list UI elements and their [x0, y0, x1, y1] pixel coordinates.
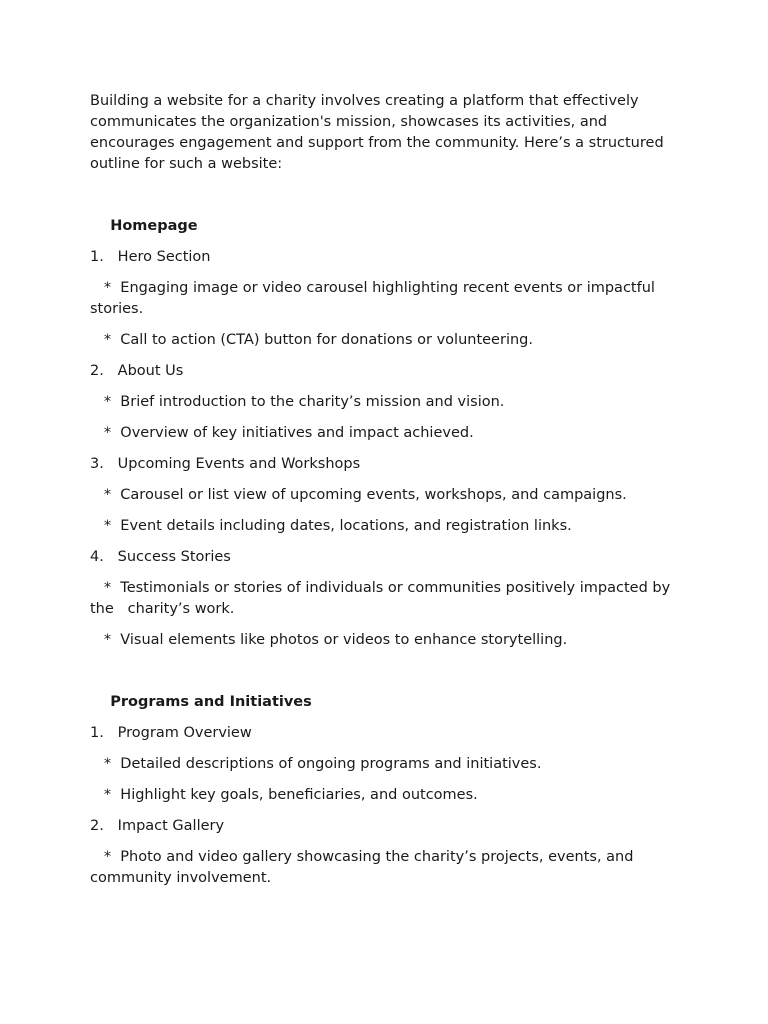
section-heading: Programs and Initiatives: [90, 694, 312, 710]
list-item: 2. Impact Gallery: [90, 818, 225, 834]
intro-paragraph: Building a website for a charity involves creating a platform that effectively communicates the organization's mission, showcases its activities, and encourages engagement and support from the community. Here’s a structured outline for such a website:: [90, 93, 669, 172]
list-item: * Overview of key initiatives and impact achieved.: [90, 425, 474, 441]
list-item: * Testimonials or stories of individuals or communities positively impacted by the charity’s work.: [90, 580, 675, 617]
section-heading: Homepage: [90, 218, 198, 234]
list-item: 1. Program Overview: [90, 725, 252, 741]
list-item: * Highlight key goals, beneficiaries, and outcomes.: [90, 787, 478, 803]
list-item: 3. Upcoming Events and Workshops: [90, 456, 361, 472]
section-programs: [90, 692, 690, 889]
list-item: 4. Success Stories: [90, 549, 231, 565]
list-item: * Event details including dates, locations, and registration links.: [90, 518, 572, 534]
list-item: * Visual elements like photos or videos to enhance storytelling.: [90, 632, 568, 648]
list-item: * Brief introduction to the charity’s mission and vision.: [90, 394, 505, 410]
section-homepage: [90, 216, 690, 651]
document-page: [90, 91, 690, 889]
list-item: 2. About Us: [90, 363, 184, 379]
list-item: * Engaging image or video carousel highlighting recent events or impactful stories.: [90, 280, 660, 317]
list-item: * Photo and video gallery showcasing the charity’s projects, events, and community involvement.: [90, 849, 639, 886]
list-item: * Detailed descriptions of ongoing programs and initiatives.: [90, 756, 542, 772]
list-item: 1. Hero Section: [90, 249, 211, 265]
list-item: * Carousel or list view of upcoming events, workshops, and campaigns.: [90, 487, 627, 503]
list-item: * Call to action (CTA) button for donations or volunteering.: [90, 332, 533, 348]
